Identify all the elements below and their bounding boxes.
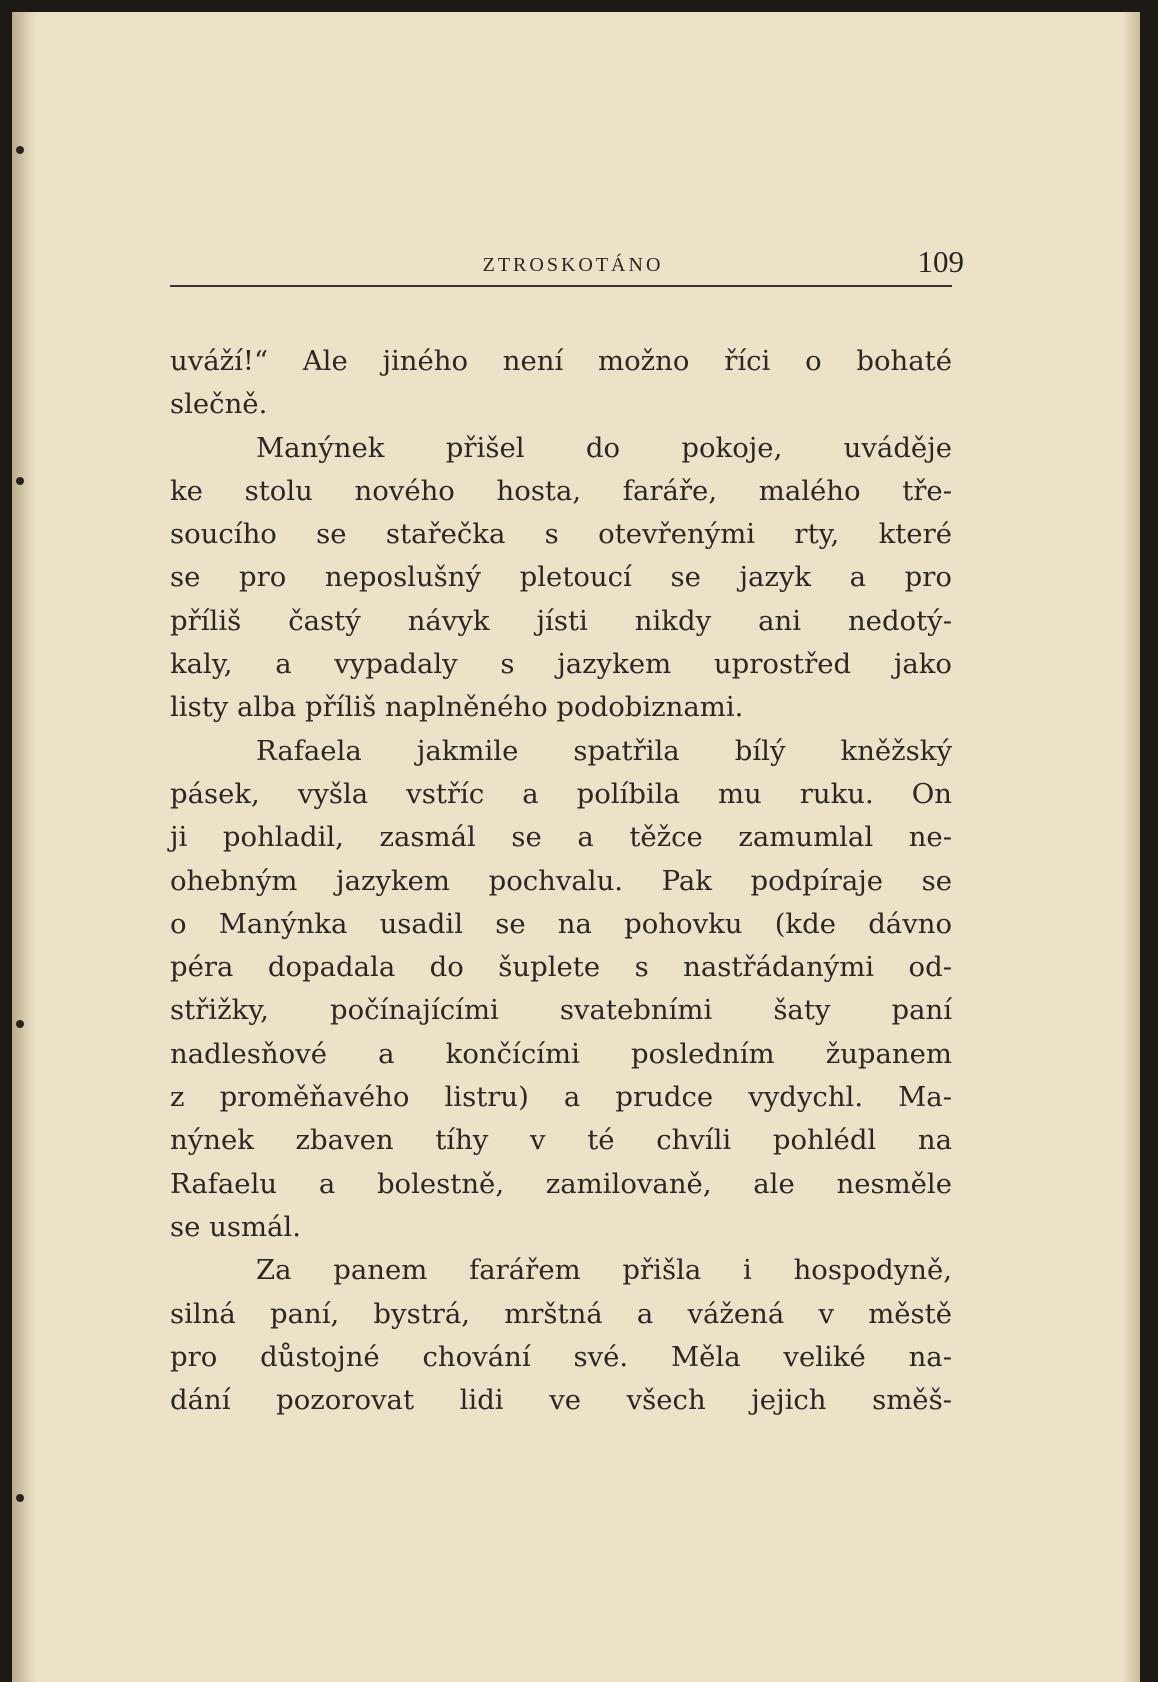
running-header	[182, 240, 964, 280]
margin-mark	[16, 477, 24, 485]
text-line: silná paní, bystrá, mrštná a vážená v městě	[170, 1297, 952, 1330]
text-line: příliš častý návyk jísti nikdy ani nedotý-	[170, 604, 952, 637]
text-line: ke stolu nového hosta, faráře, malého tře-	[170, 474, 952, 507]
text-line: se pro neposlušný pletoucí se jazyk a pro	[170, 561, 952, 594]
text-line: péra dopadala do šuplete s nastřádanými od-	[170, 951, 952, 984]
margin-mark	[16, 146, 24, 154]
text-line: soucího se stařečka s otevřenými rty, které	[170, 518, 952, 551]
margin-mark	[16, 1494, 24, 1502]
text-line: Manýnek přišel do pokoje, uváděje	[256, 431, 952, 464]
running-title: ZTROSKOTÁNO	[482, 254, 664, 276]
text-line: Rafaelu a bolestně, zamilovaně, ale nesměle	[170, 1167, 952, 1200]
text-line: se usmál.	[170, 1210, 301, 1243]
margin-mark	[16, 1020, 24, 1028]
text-line: dání pozorovat lidi ve všech jejich směš-	[170, 1384, 952, 1417]
text-line: z proměňavého listru) a prudce vydychl. Ma-	[170, 1081, 952, 1114]
text-line: slečně.	[170, 388, 268, 421]
text-line: Za panem farářem přišla i hospodyně,	[256, 1254, 952, 1287]
text-line: nadlesňové a končícími posledním županem	[170, 1037, 952, 1070]
text-line: ohebným jazykem pochvalu. Pak podpíraje se	[170, 864, 952, 897]
text-line: pro důstojné chování své. Měla veliké na-	[170, 1340, 952, 1373]
text-line: Rafaela jakmile spatřila bílý kněžský	[256, 734, 952, 767]
text-line: pásek, vyšla vstříc a políbila mu ruku. On	[170, 777, 952, 810]
text-line: o Manýnka usadil se na pohovku (kde dávno	[170, 907, 952, 940]
page-gutter-left	[12, 12, 38, 1682]
text-line: listy alba příliš naplněného podobiznami.	[170, 691, 744, 724]
text-line: ji pohladil, zasmál se a těžce zamumlal ne-	[170, 821, 952, 854]
text-line: střižky, počínajícími svatebními šaty paní	[170, 994, 952, 1027]
text-line: kaly, a vypadaly s jazykem uprostřed jako	[170, 648, 952, 681]
text-line: nýnek zbaven tíhy v té chvíli pohlédl na	[170, 1124, 952, 1157]
body-text	[170, 340, 952, 1422]
page-number: 109	[917, 244, 964, 279]
page-edge-right	[1122, 12, 1140, 1682]
text-line: uváží!“ Ale jiného není možno říci o bohaté	[170, 345, 952, 377]
header-rule	[170, 285, 952, 287]
